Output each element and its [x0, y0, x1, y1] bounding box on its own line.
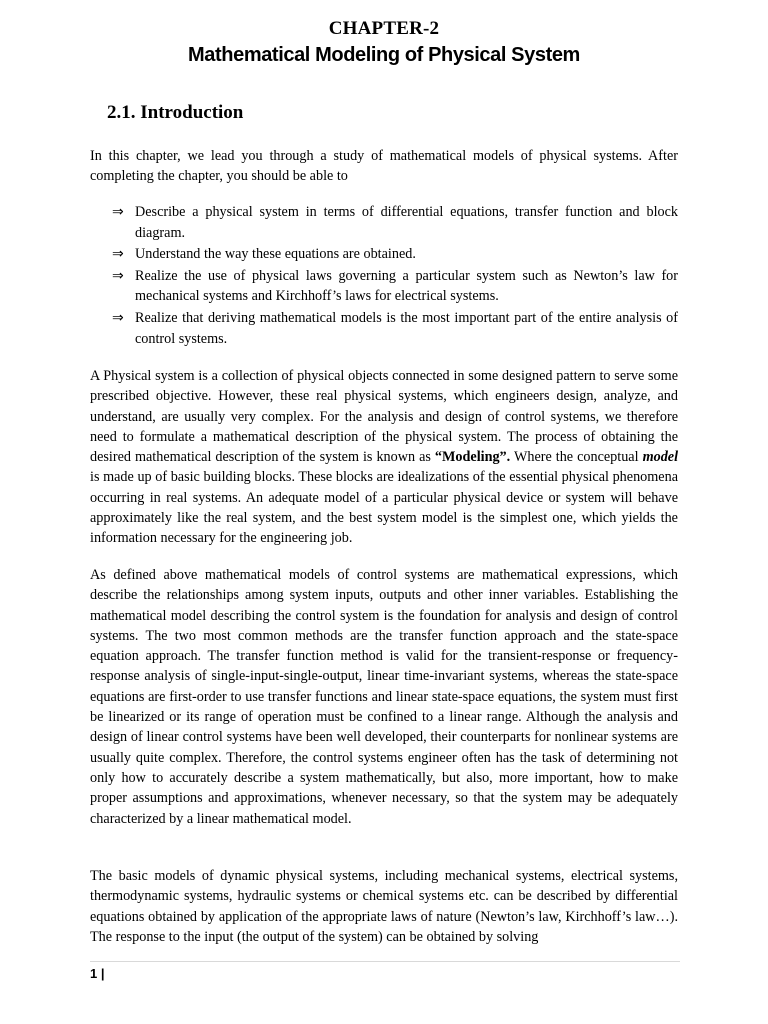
arrow-icon: ⇒ — [112, 267, 124, 284]
list-item-text: Realize that deriving mathematical models is the most important part of the entire analysis of control systems. — [135, 309, 678, 347]
modeling-text-3: is made up of basic building blocks. These blocks are idealizations of the essential physical phenomena occurring in real systems. An adequate model of a particular physical device or system will behave approximately like the real system, and the best system model is the simplest one, which yields the information necessary for the engineering job. — [90, 469, 678, 547]
objectives-list — [112, 202, 678, 350]
section-heading: 2.1. Introduction — [107, 102, 244, 123]
list-item — [112, 244, 678, 265]
modeling-text-2: Where the conceptual — [513, 449, 639, 466]
footer-divider — [90, 961, 680, 962]
models-paragraph: As defined above mathematical models of control systems are mathematical expressions, which describe the relationships among system inputs, outputs and other inner variables. Establishing the mathematical model describing the control system is the foundation for analysis and design of control systems. The two most common methods are the transfer function approach and the state-space equation approach. The transfer function method is valid for the transient-response or frequency-response analysis of single-input-single-output, linear time-invariant systems, whereas the state-space equations are first-order to use transfer functions and linear state-space equations, the system must first be linearized or its range of operation must be confined to a linear range. Although the analysis and design of linear control systems have been well developed, their counterparts for nonlinear systems are usually quite complex. Therefore, the control systems engineer often has the task of determining not only how to accurately describe a system mathematically, but also, more important, how to make proper assumptions and approximations, whenever necessary, so that the system may be adequately characterized by a linear mathematical model. — [90, 567, 678, 827]
list-item — [112, 308, 678, 349]
arrow-icon: ⇒ — [112, 246, 124, 263]
intro-paragraph: In this chapter, we lead you through a study of mathematical models of physical systems. After completing the chapter, you should be able to — [90, 148, 678, 185]
modeling-paragraph — [90, 366, 678, 549]
chapter-label: CHAPTER-2 — [328, 18, 440, 39]
model-term: model — [642, 449, 679, 466]
modeling-term: “Modeling”. — [434, 449, 511, 466]
arrow-icon: ⇒ — [112, 204, 124, 220]
list-item — [112, 266, 678, 307]
arrow-icon: ⇒ — [112, 309, 124, 326]
basic-models-paragraph: The basic models of dynamic physical systems, including mechanical systems, electrical systems, thermodynamic systems, hydraulic systems or chemical systems etc. can be described by differential equations obtained by application of the appropriate laws of nature (Newton’s law, Kirchhoff’s law…). The response to the input (the output of the system) can be obtained by solving — [90, 868, 678, 945]
list-item — [112, 202, 678, 243]
list-item-text: Realize the use of physical laws governing a particular system such as Newton’s law for mechanical systems and Kirchhoff’s laws for electrical systems. — [135, 267, 678, 305]
chapter-title: Mathematical Modeling of Physical System — [188, 44, 580, 66]
list-item-text: Understand the way these equations are obtained. — [135, 246, 416, 263]
modeling-text-1: A Physical system is a collection of physical objects connected in some designed pattern to serve some prescribed objective. However, these real physical systems, which engineers design, analyze, and understand, are usually very complex. For the analysis and design of control systems, we therefore need to formulate a mathematical description of the physical system. The process of obtaining the desired mathematical description of the system is known as — [90, 368, 678, 466]
list-item-text: Describe a physical system in terms of differential equations, transfer function and block diagram. — [135, 204, 678, 241]
page-number: 1 | — [90, 966, 105, 981]
